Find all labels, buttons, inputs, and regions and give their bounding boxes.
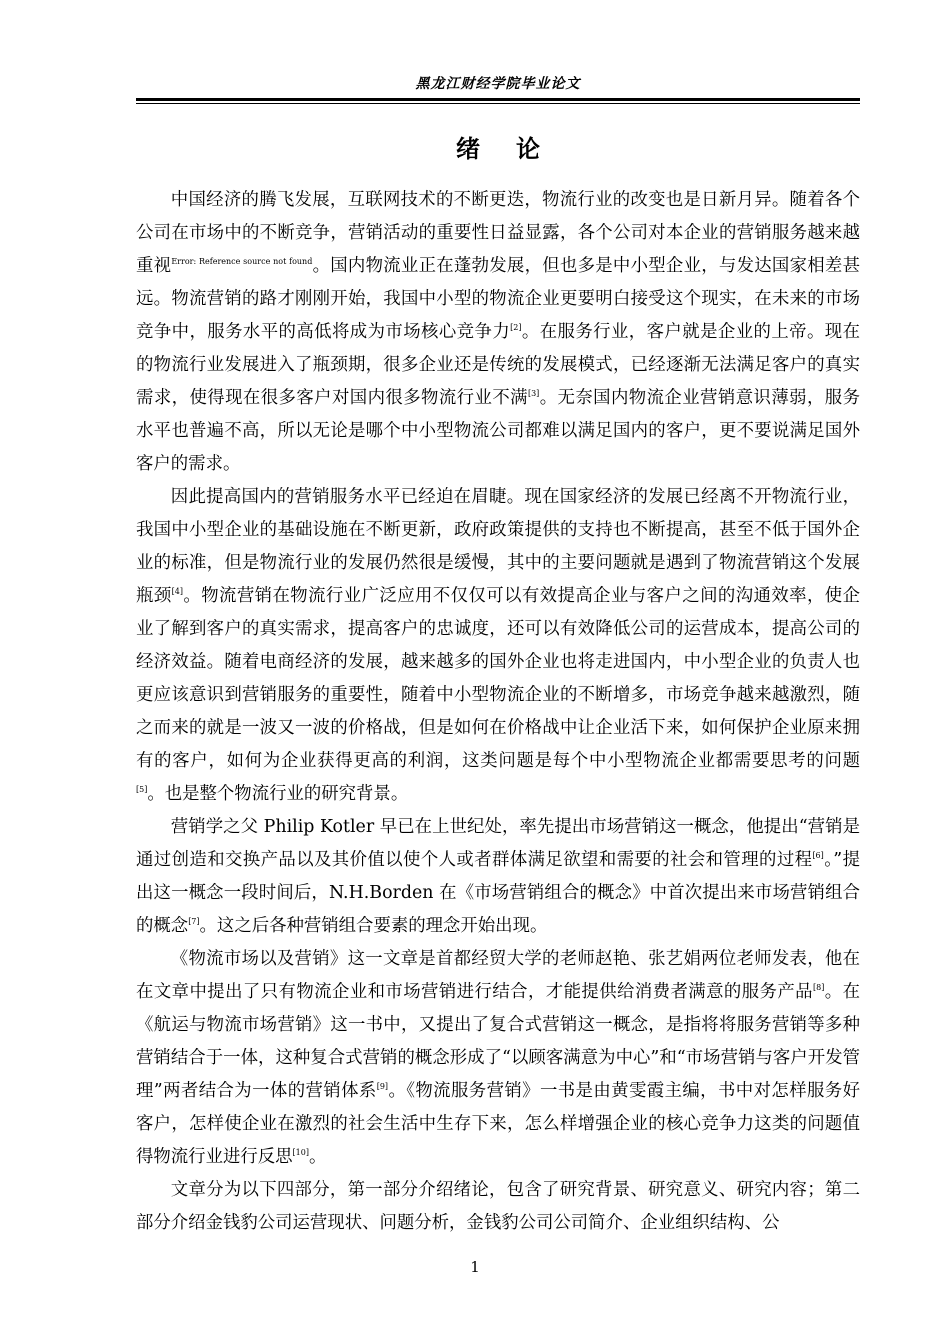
citation-marker: [9]: [376, 1082, 389, 1092]
page-title: 绪论: [456, 134, 576, 163]
body-text: [136, 184, 860, 1240]
paragraph-text: 。无奈国内物流企业营销意识薄弱，服务水平也普遍不高，所以无论是哪个中小型物流公司都难以满足国内的客户，更不要说满足国外客户的需求。: [136, 388, 860, 474]
running-header: [136, 74, 860, 104]
paragraph: [136, 1174, 860, 1240]
citation-marker: [5]: [136, 785, 148, 795]
paragraph-text: 。《物流服务营销》一书是由黄雯霞主编，书中对怎样服务好客户，怎样使企业在激烈的社会生活中生存下来，怎么样增强企业的核心竞争力这类的问题值得物流行业进行反思: [136, 1081, 860, 1167]
citation-marker: [3]: [527, 389, 540, 399]
paragraph-text: 营销学之父 Philip Kotler 早已在上世纪处，率先提出市场营销这一概念，他提出“营销是通过创造和交换产品以及其价值以使个人或者群体满足欲望和需要的社会和管理的过程: [136, 817, 860, 870]
citation-marker: [2]: [510, 323, 522, 333]
paragraph-text: 。在服务行业，客户就是企业的上帝。现在的物流行业发展进入了瓶颈期，很多企业还是传统的发展模式，已经逐渐无法满足客户的真实需求，使得现在很多客户对国内很多物流行业不满: [136, 322, 860, 408]
paragraph-text: 。这之后各种营销组合要素的理念开始出现。: [199, 916, 548, 936]
paragraph-text: 。”提出这一概念一段时间后，N.H.Borden 在《市场营销组合的概念》中首次提出来市场营销组合的概念: [136, 850, 860, 936]
header-title: 黑龙江财经学院毕业论文: [415, 76, 581, 92]
paragraph: [136, 481, 860, 811]
citation-marker: [4]: [171, 587, 183, 597]
paragraph-text: 。国内物流业正在蓬勃发展，但也多是中小型企业，与发达国家相差甚远。物流营销的路才刚刚开始，我国中小型的物流企业更要明白接受这个现实，在未来的市场竞争中，服务水平的高低将成为市场核心竞争力: [136, 256, 860, 342]
paragraph: [136, 943, 860, 1174]
paragraph: [136, 811, 860, 943]
paragraph-text: 文章分为以下四部分，第一部分介绍绪论，包含了研究背景、研究意义、研究内容；第二部分介绍金钱豹公司运营现状、问题分析，金钱豹公司公司简介、企业组织结构、公: [136, 1180, 860, 1233]
citation-marker: [7]: [188, 917, 200, 927]
citation-marker: [8]: [813, 983, 825, 993]
paragraph-text: 中国经济的腾飞发展，互联网技术的不断更迭，物流行业的改变也是日新月异。随着各个公司在市场中的不断竞争，营销活动的重要性日益显露，各个公司对本企业的营销服务越来越重视: [136, 190, 860, 276]
page-number: 1: [470, 1258, 480, 1276]
paragraph-text: 。物流营销在物流行业广泛应用不仅仅可以有效提高企业与客户之间的沟通效率，使企业了解到客户的真实需求，提高客户的忠诚度，还可以有效降低公司的运营成本，提高公司的经济效益。随着电商经济的发展，越来越多的国外企业也将走进国内，中小型企业的负责人也更应该意识到营销服务的重要性，随着中小型物流企业的不断增多，市场竞争越来越激烈，随之而来的就是一波又一波的价格战，但是如何在价格战中让企业活下来，如何保护企业原来拥有的客户，如何为企业获得更高的利润，这类问题是每个中小型物流企业都需要思考的问题: [136, 586, 860, 771]
citation-marker: Error: Reference source not found: [171, 257, 313, 267]
header-rule-thin: [136, 103, 860, 104]
paragraph: [136, 184, 860, 481]
paragraph-text: 因此提高国内的营销服务水平已经迫在眉睫。现在国家经济的发展已经离不开物流行业，我国中小型企业的基础设施在不断更新，政府政策提供的支持也不断提高，甚至不低于国外企业的标准，但是物流行业的发展仍然很是缓慢，其中的主要问题就是遇到了物流营销这个发展瓶颈: [136, 487, 860, 606]
citation-marker: [10]: [292, 1148, 309, 1158]
paragraph-text: 。也是整个物流行业的研究背景。: [147, 784, 409, 804]
paragraph-text: 。在《航运与物流市场营销》这一书中，又提出了复合式营销这一概念，是指将将服务营销等多种营销结合于一体，这种复合式营销的概念形成了“以顾客满意为中心”和“市场营销与客户开发管理”两者结合为一体的营销体系: [136, 982, 860, 1101]
header-rule-thick: [136, 98, 860, 101]
paragraph-text: 《物流市场以及营销》这一文章是首都经贸大学的老师赵艳、张艺娟两位老师发表，他在在文章中提出了只有物流企业和市场营销进行结合，才能提供给消费者满意的服务产品: [136, 949, 860, 1002]
paragraph-text: 。: [308, 1147, 327, 1167]
citation-marker: [6]: [812, 851, 824, 861]
